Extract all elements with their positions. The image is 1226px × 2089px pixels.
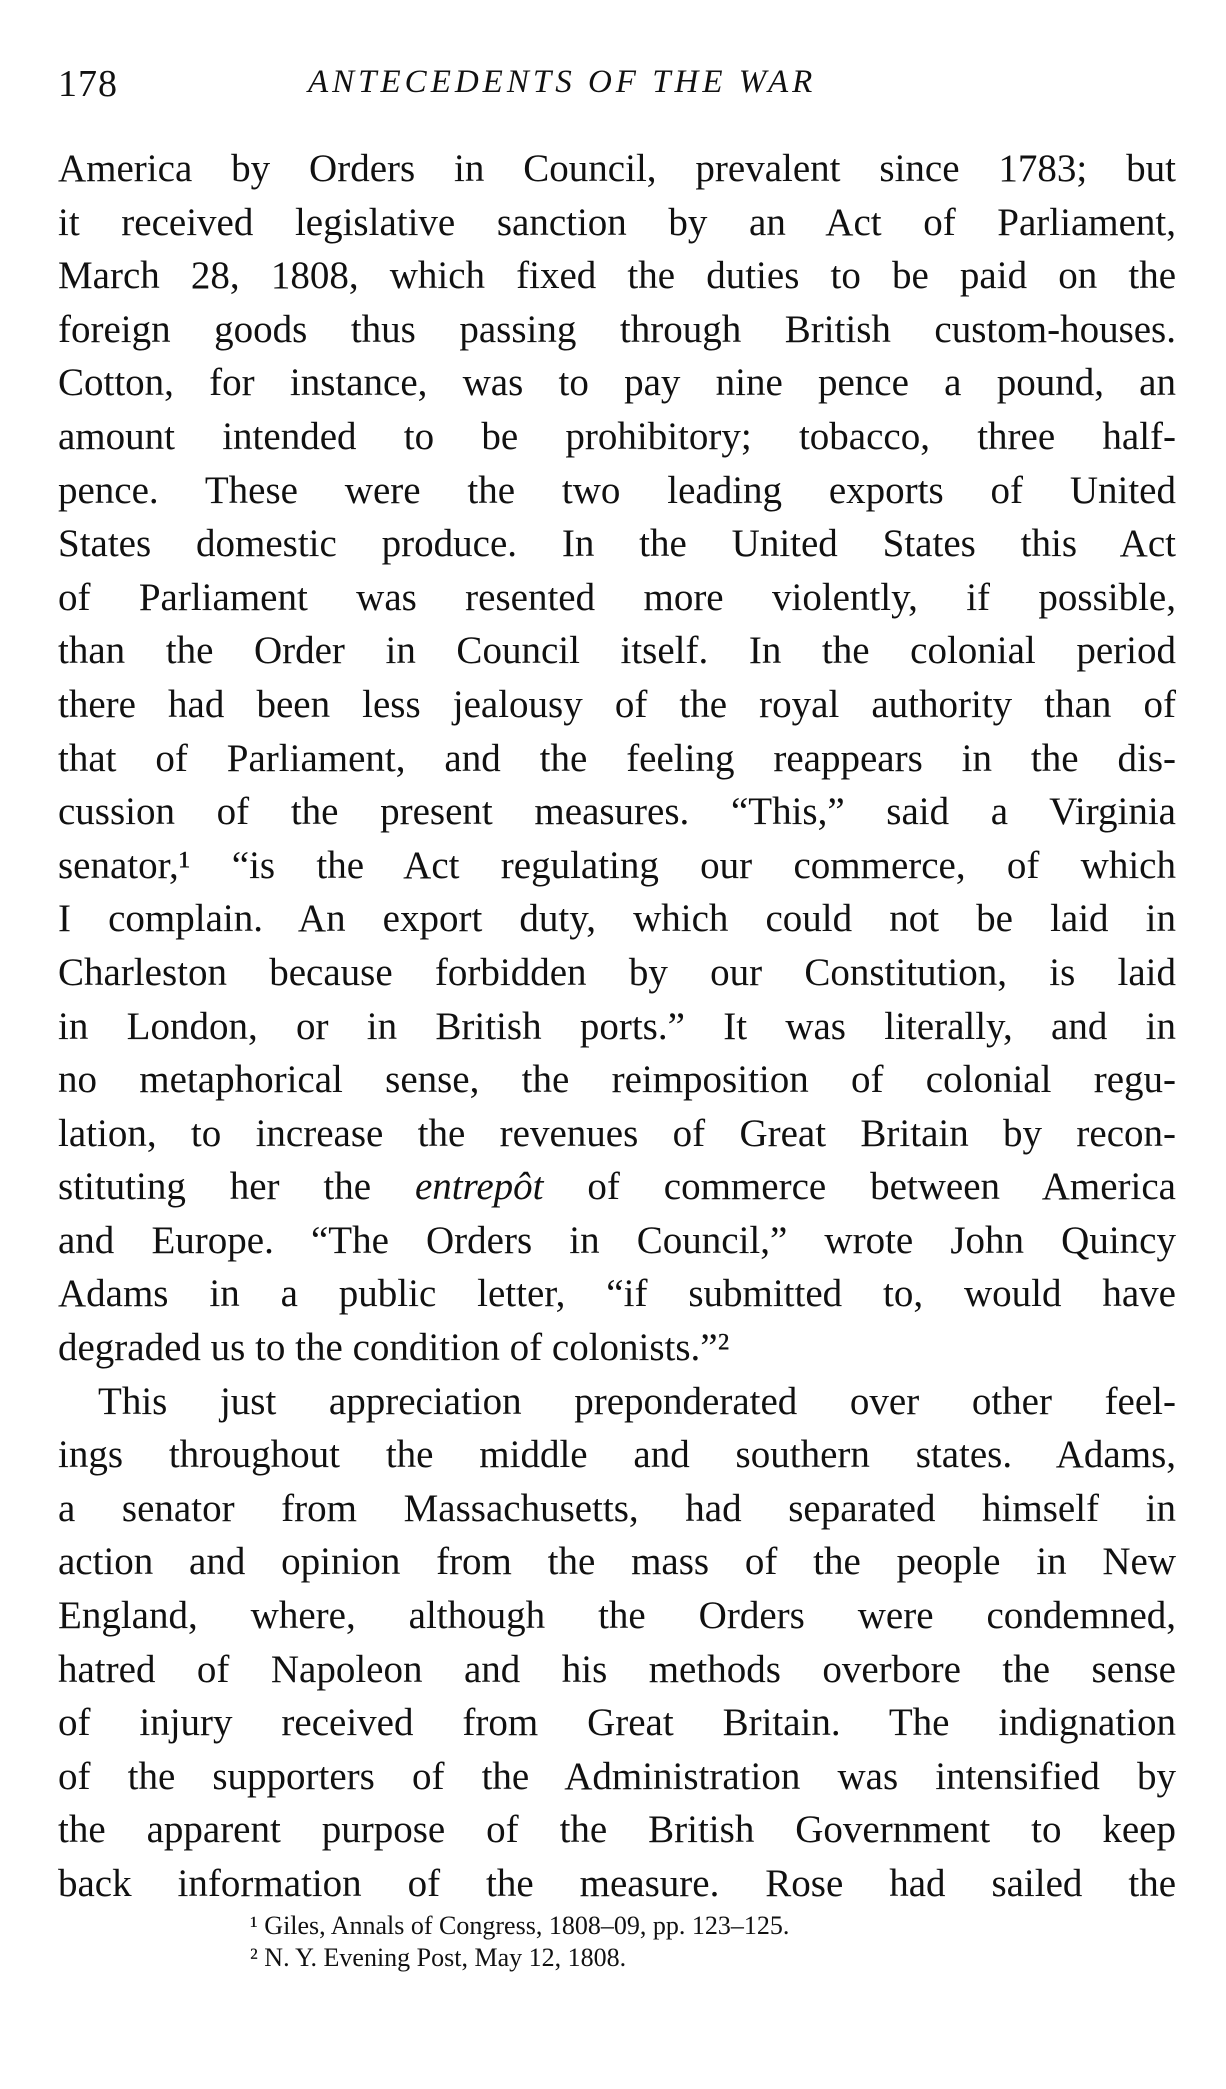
text-line: than the Order in Council itself. In the colonial period [58,629,1176,673]
text-line: ings throughout the middle and southern states. Adams, [58,1433,1176,1477]
text-line: England, where, although the Orders were condemned, [58,1594,1176,1638]
text-line: no metaphorical sense, the reimposition of colonial regu- [58,1058,1176,1102]
text-line: I complain. An export duty, which could not be laid in [58,897,1176,941]
text-line: back information of the measure. Rose had sailed the [58,1862,1176,1905]
page-header [58,62,1176,112]
text-line: in London, or in British ports.” It was literally, and in [58,1004,1176,1048]
text-line: there had been less jealousy of the royal authority than of [58,682,1176,726]
text-line: Adams in a public letter, “if submitted to, would have [58,1272,1176,1316]
text-line: States domestic produce. In the United States this Act [58,522,1176,566]
text-line: the apparent purpose of the British Government to keep [58,1808,1176,1852]
text-line: of Parliament was resented more violently, if possible, [58,575,1176,619]
paragraph-start-line: This just appreciation preponderated over other feel- [98,1379,1176,1423]
text-line: of the supporters of the Administration was intensified by [58,1754,1176,1798]
running-title: ANTECEDENTS OF THE WAR [308,64,817,100]
italic-word: entrepôt [414,1165,544,1209]
text-line: hatred of Napoleon and his methods overbore the sense [58,1647,1176,1691]
text-line: it received legislative sanction by an Act of Parliament, [58,200,1176,244]
footnotes [250,1910,1100,1974]
body-text [58,142,1176,1911]
text-line: senator,¹ “is the Act regulating our commerce, of which [58,843,1176,887]
page-number: 178 [58,63,118,105]
text-line: and Europe. “The Orders in Council,” wrote John Quincy [58,1218,1176,1262]
text-line: pence. These were the two leading exports of United [58,468,1176,512]
text-line: March 28, 1808, which fixed the duties to be paid on the [58,254,1176,298]
text-line: that of Parliament, and the feeling reappears in the dis- [58,736,1176,780]
text-line: lation, to increase the revenues of Great Britain by recon- [58,1111,1176,1155]
text-line: Charleston because forbidden by our Constitution, is laid [58,950,1176,994]
footnote-1: ¹ Giles, Annals of Congress, 1808–09, pp. 123–125. [250,1911,790,1940]
footnote-2: ² N. Y. Evening Post, May 12, 1808. [250,1943,627,1972]
text-line: foreign goods thus passing through British custom-houses. [58,307,1176,351]
text-line: of injury received from Great Britain. The indignation [58,1701,1176,1745]
text-line: America by Orders in Council, prevalent since 1783; but [58,147,1176,190]
text-line: amount intended to be prohibitory; tobacco, three half- [58,414,1176,458]
text-line: action and opinion from the mass of the people in New [58,1540,1176,1584]
text-line: stituting her the entrepôt of commerce between America [58,1165,1176,1209]
text-line: Cotton, for instance, was to pay nine pence a pound, an [58,361,1176,405]
text-line: cussion of the present measures. “This,” said a Virginia [58,790,1176,834]
text-line: degraded us to the condition of colonists.”² [58,1326,730,1370]
text-line: a senator from Massachusetts, had separated himself in [58,1486,1176,1530]
